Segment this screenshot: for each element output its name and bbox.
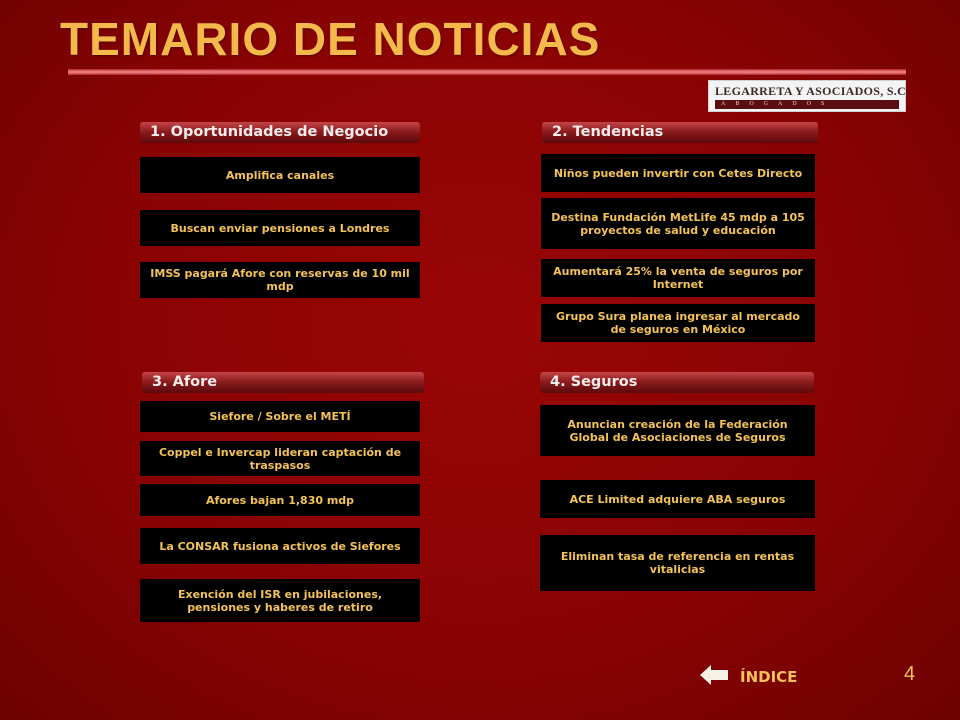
news-item[interactable]: Afores bajan 1,830 mdp [140,484,420,516]
logo-tagline: ABOGADOS [715,100,899,109]
news-item[interactable]: Anuncian creación de la Federación Global de Asociaciones de Seguros [540,405,815,456]
news-item[interactable]: Grupo Sura planea ingresar al mercado de seguros en México [541,304,815,342]
news-item[interactable]: Destina Fundación MetLife 45 mdp a 105 proyectos de salud y educación [541,198,815,249]
news-item[interactable]: Siefore / Sobre el METÍ [140,401,420,432]
index-link[interactable] [700,664,797,686]
section-header-afore: 3. Afore [142,372,424,393]
news-item[interactable]: Buscan enviar pensiones a Londres [140,210,420,246]
page-title: TEMARIO DE NOTICIAS [60,13,601,65]
left-arrow-icon [700,664,728,686]
news-item[interactable]: Eliminan tasa de referencia en rentas vitalicias [540,535,815,591]
news-item[interactable]: IMSS pagará Afore con reservas de 10 mil mdp [140,262,420,298]
news-item[interactable]: Amplifica canales [140,157,420,193]
index-label: ÍNDICE [740,668,798,686]
news-item[interactable]: Niños pueden invertir con Cetes Directo [541,154,815,192]
news-item[interactable]: La CONSAR fusiona activos de Siefores [140,528,420,564]
news-item[interactable]: Aumentará 25% la venta de seguros por Internet [541,259,815,297]
news-item[interactable]: Coppel e Invercap lideran captación de traspasos [140,441,420,476]
news-item[interactable]: ACE Limited adquiere ABA seguros [540,480,815,518]
section-header-tendencias: 2. Tendencias [542,122,818,143]
section-header-seguros: 4. Seguros [540,372,814,393]
title-underline [68,69,906,75]
section-header-oportunidades: 1. Oportunidades de Negocio [140,122,420,143]
logo-name: LEGARRETA Y ASOCIADOS, S.C. [715,84,910,98]
company-logo [708,80,910,112]
page-number: 4 [904,663,916,685]
news-item[interactable]: Exención del ISR en jubilaciones, pensiones y haberes de retiro [140,579,420,622]
